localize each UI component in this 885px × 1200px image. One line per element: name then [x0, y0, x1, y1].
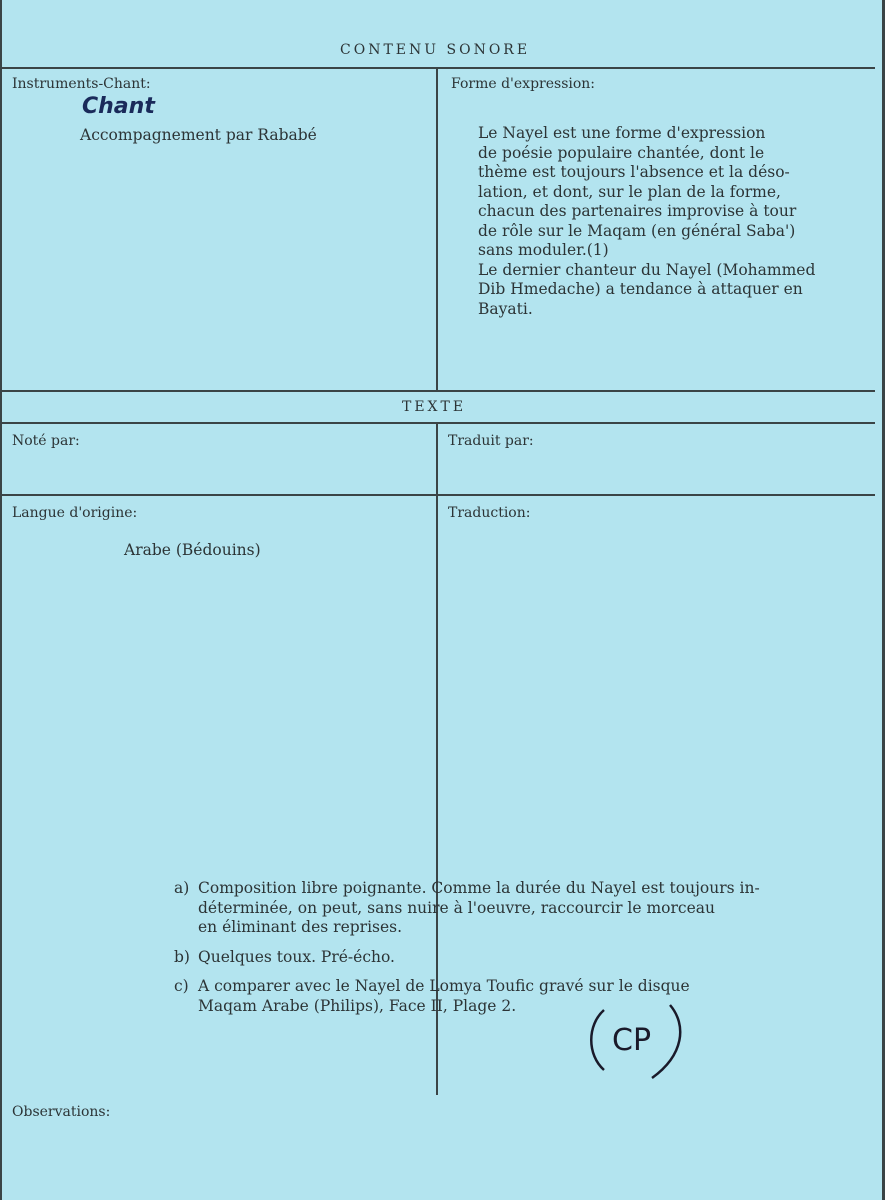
note-item	[174, 879, 854, 938]
forme-text	[478, 124, 863, 319]
cp-handwritten-mark	[582, 1000, 692, 1080]
note-key: a)	[174, 879, 190, 897]
forme-line: Le dernier chanteur du Nayel (Mohammed	[478, 260, 816, 279]
forme-line: lation, et dont, sur le plan de la forme,	[478, 182, 781, 201]
note-key: c)	[174, 977, 189, 995]
top-divider	[0, 67, 875, 69]
texte-top-divider	[0, 390, 875, 392]
forme-line: de poésie populaire chantée, dont le	[478, 143, 765, 162]
note-key: b)	[174, 947, 190, 966]
instruments-value: Accompagnement par Rababé	[80, 126, 317, 144]
forme-line: Le Nayel est une forme d'expression	[478, 124, 766, 142]
notes-block	[174, 879, 854, 1026]
section-title-texte: TEXTE	[402, 399, 467, 415]
note-item	[174, 977, 854, 1016]
note-line: Composition libre poignante. Comme la durée du Nayel est toujours in-	[198, 879, 760, 897]
traduit-par-label: Traduit par:	[448, 433, 534, 449]
forme-line: de rôle sur le Maqam (en général Saba')	[478, 221, 796, 240]
note-line: déterminée, on peut, sans nuire à l'oeuvre, raccourcir le morceau	[198, 898, 715, 917]
section-title-contenu-sonore: CONTENU SONORE	[340, 42, 531, 58]
forme-line: Dib Hmedache) a tendance à attaquer en	[478, 280, 803, 298]
note-line: Maqam Arabe (Philips), Face II, Plage 2.	[198, 996, 517, 1015]
handwritten-chant: Chant	[82, 94, 155, 119]
langue-value: Arabe (Bédouins)	[124, 541, 261, 559]
note-par-label: Noté par:	[12, 433, 80, 449]
texte-bottom-divider	[0, 422, 875, 424]
cp-text: CP	[612, 1023, 652, 1058]
traduction-label: Traduction:	[448, 505, 531, 521]
forme-line: chacun des partenaires improvise à tour	[478, 202, 797, 220]
instruments-label: Instruments-Chant:	[12, 76, 151, 92]
note-line: en éliminant des reprises.	[198, 918, 403, 936]
langue-divider	[0, 494, 875, 496]
column-divider-top	[436, 67, 438, 390]
observations-label: Observations:	[12, 1104, 111, 1120]
note-item	[174, 948, 854, 968]
forme-line: thème est toujours l'absence et la déso-	[478, 163, 790, 181]
note-line: A comparer avec le Nayel de Lomya Toufic gravé sur le disque	[198, 977, 690, 995]
forme-line: sans moduler.(1)	[478, 241, 609, 259]
note-line: Quelques toux. Pré-écho.	[198, 947, 395, 966]
left-border	[0, 0, 2, 1200]
forme-line: Bayati.	[478, 299, 533, 318]
langue-label: Langue d'origine:	[12, 505, 138, 521]
forme-label: Forme d'expression:	[451, 76, 596, 92]
